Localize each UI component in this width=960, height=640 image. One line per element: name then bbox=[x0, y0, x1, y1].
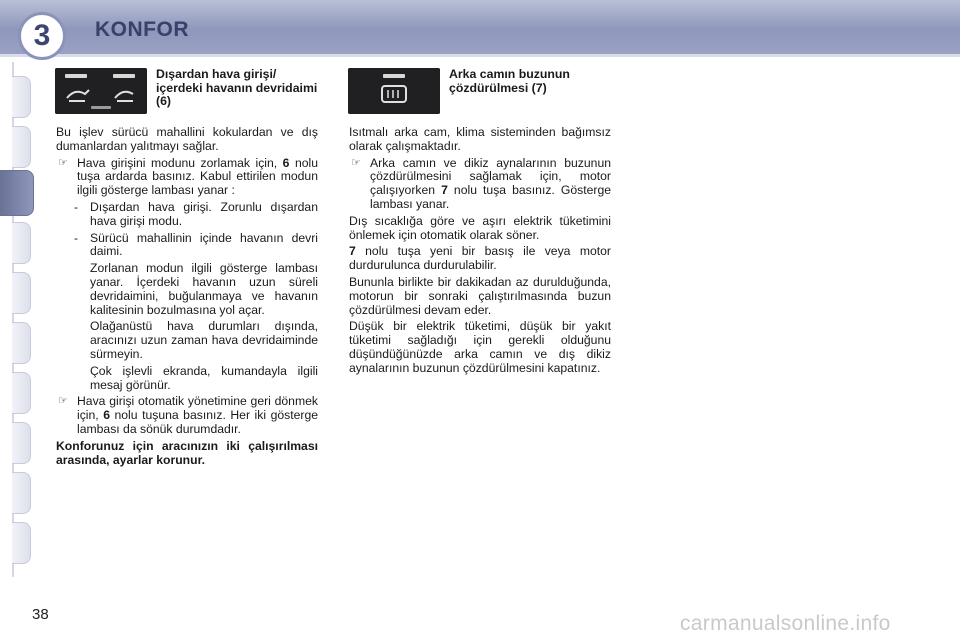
chapter-title: KONFOR bbox=[95, 18, 189, 41]
settings-kept-note: Konforunuz için aracınızın iki çalışırılması arasında, ayarlar korunur. bbox=[56, 438, 318, 467]
chapter-tab-4[interactable] bbox=[12, 222, 31, 264]
chapter-tab-8[interactable] bbox=[12, 422, 31, 464]
dash-item: - Dışardan hava girişi. Zorunlu dışardan hava girişi modu. bbox=[74, 199, 318, 228]
bullet-item: ☞ Hava girişini modunu zorlamak için, 6 nolu tuşa ardarda basınız. Kabul ettirilen modun ilgili gösterge lambası yanar : bbox=[58, 155, 318, 198]
recirculation-heading: Dışardan hava girişi/ içerdeki havanın devridaimi (6) bbox=[156, 67, 318, 108]
chapter-tab-5[interactable] bbox=[12, 272, 31, 314]
chapter-tab-6[interactable] bbox=[12, 322, 31, 364]
chapter-tab-1[interactable] bbox=[12, 76, 31, 118]
paragraph: Isıtmalı arka cam, klima sisteminden bağımsız olarak çalışmaktadır. bbox=[349, 125, 611, 153]
right-column bbox=[349, 126, 611, 379]
recirculation-icon bbox=[55, 68, 147, 114]
rear-defrost-icon bbox=[348, 68, 440, 114]
paragraph: Dış sıcaklığa göre ve aşırı elektrik tüketimini önlemek için otomatik olarak söner. bbox=[349, 213, 611, 242]
chapter-tab-7[interactable] bbox=[12, 372, 31, 414]
page-number: 38 bbox=[32, 606, 49, 623]
rear-defrost-heading: Arka camın buzunun çözdürülmesi (7) bbox=[449, 67, 570, 95]
paragraph: Düşük bir elektrik tüketimi, düşük bir yakıt tüketimi sağladığı için gerekli olduğunu düşündüğünüzde arka camın ve dış dikiz aynalarının buzunun çözdürülmesini kapatınız. bbox=[349, 319, 611, 375]
pointing-hand-icon: ☞ bbox=[58, 156, 68, 169]
chapter-tab-9[interactable] bbox=[12, 472, 31, 514]
paragraph: Bununla birlikte bir dakikadan az durulduğunda, motorun bir sonraki çalıştırılmasında buzun çözdürülmesi devam eder. bbox=[349, 274, 611, 317]
left-column bbox=[56, 126, 318, 470]
dash-item: - Sürücü mahallinin içinde havanın devri daimi. bbox=[74, 230, 318, 259]
bullet-item: ☞ Hava girişi otomatik yönetimine geri dönmek için, 6 nolu tuşuna basınız. Her iki gösterge lambası da sönük durumdadır. bbox=[58, 394, 318, 436]
header-divider bbox=[0, 54, 960, 57]
intro-paragraph: Bu işlev sürücü mahallini kokulardan ve dış dumanlardan yalıtmayı sağlar. bbox=[56, 125, 318, 153]
paragraph: 7 nolu tuşa yeni bir basış ile veya motor durdurulunca durdurulabilir. bbox=[349, 244, 611, 273]
pointing-hand-icon: ☞ bbox=[351, 156, 361, 169]
pointing-hand-icon: ☞ bbox=[58, 395, 68, 408]
sub-paragraph: Olağanüstü hava durumları dışında, aracınızı uzun zaman hava devridaiminde sürmeyin. bbox=[90, 319, 318, 361]
chapter-tab-2[interactable] bbox=[12, 126, 31, 168]
chapter-tab-10[interactable] bbox=[12, 522, 31, 564]
chapter-number-badge: 3 bbox=[18, 12, 66, 60]
bullet-item: ☞ Arka camın ve dikiz aynalarının buzunun çözdürülmesini sağlamak için, motor çalışıyorken 7 nolu tuşa basınız. Gösterge lambası yanar. bbox=[351, 155, 611, 211]
chapter-tab-3-active[interactable] bbox=[0, 170, 34, 216]
watermark: carmanualsonline.info bbox=[680, 612, 891, 635]
rear-defrost-button-image bbox=[348, 68, 440, 114]
chapter-tabs bbox=[0, 62, 34, 582]
recirculation-button-image bbox=[55, 68, 147, 114]
sub-paragraph: Zorlanan modun ilgili gösterge lambası yanar. İçerdeki havanın uzun süreli devridaimini, buğulanmaya ve havanın kalitesinin bozulmasına yol açar. bbox=[90, 261, 318, 317]
sub-paragraph: Çok işlevli ekranda, kumandayla ilgili mesaj görünür. bbox=[90, 363, 318, 392]
